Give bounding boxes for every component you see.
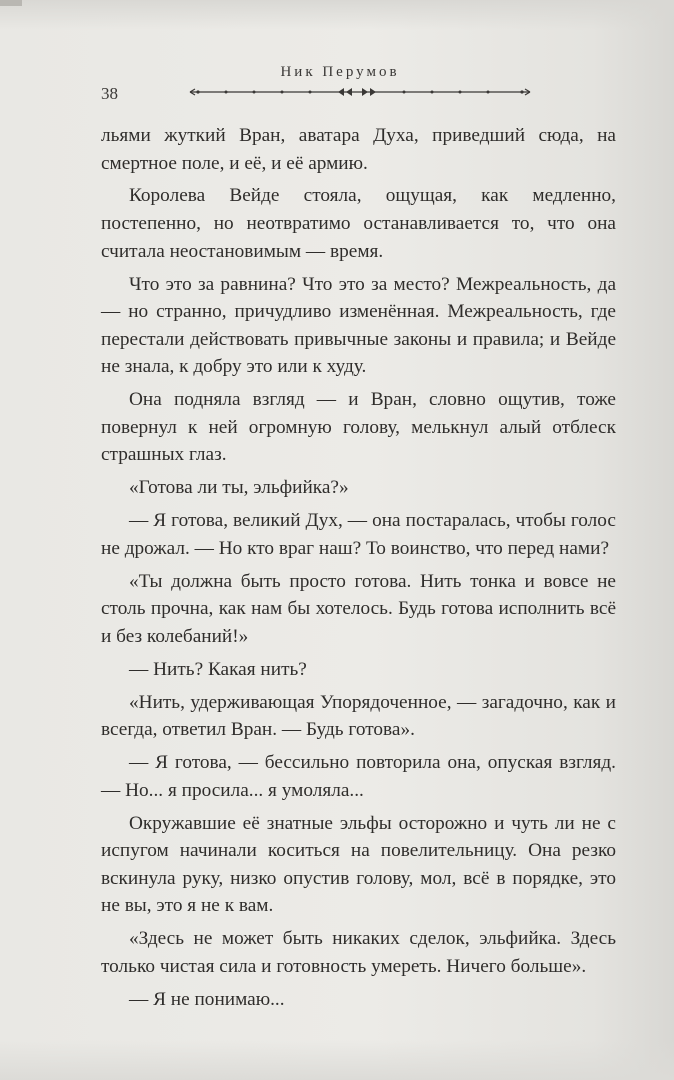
corner-scan-mark: [0, 0, 22, 6]
paragraph: «Ты должна быть просто готова. Нить тонка и вовсе не столь прочна, как нам бы хотелось. Будь готова исполнить всё и без колебаний!»: [101, 570, 616, 647]
paragraph: «Здесь не может быть никаких сделок, эльфийка. Здесь только чистая сила и готовность умереть. Ничего больше».: [101, 928, 616, 977]
paragraph: «Нить, удерживающая Упорядоченное, — загадочно, как и всегда, ответил Вран. — Будь готова».: [101, 691, 616, 741]
running-head-author: Ник Перумов: [280, 64, 400, 80]
page-number: 38: [101, 84, 118, 103]
paragraph: льями жуткий Вран, аватара Духа, приведший сюда, на смертное поле, и её, и её армию.: [101, 125, 616, 174]
paragraph: Королева Вейде стояла, ощущая, как медленно, постепенно, но неотвратимо останавливается то, что она считала неостановимым — время.: [101, 185, 616, 262]
paragraph: — Нить? Какая нить?: [129, 658, 307, 680]
paragraph: — Я готова, великий Дух, — она постаралась, чтобы голос не дрожал. — Но кто враг наш? То воинство, что перед нами?: [101, 510, 616, 559]
paragraph: Она подняла взгляд — и Вран, словно ощутив, тоже повернул к ней огромную голову, мелькнул алый отблеск страшных глаз.: [101, 389, 616, 466]
paragraph: — Я не понимаю...: [129, 988, 285, 1010]
paragraph: Окружавшие её знатные эльфы осторожно и чуть ли не с испугом начинали коситься на повелительницу. Она резко вскинула руку, низко опустив голову, мол, всё в порядке, это не вы, это я не к вам.: [101, 812, 616, 917]
paragraph: Что это за равнина? Что это за место? Межреальность, да — но странно, причудливо изменённая. Межреальность, где перестали действовать привычные законы и правила; и Вейде не знала, к добру это или к худу.: [101, 273, 616, 378]
page-top-shadow: [0, 0, 674, 30]
text-body: [101, 122, 616, 1013]
paragraph: «Готова ли ты, эльфийка?»: [129, 477, 349, 499]
ornament-divider: [188, 86, 532, 98]
paragraph: — Я готова, — бессильно повторила она, опуская взгляд. — Но... я просила... я умоляла...: [101, 752, 616, 801]
page-bottom-shadow: [0, 1040, 674, 1080]
